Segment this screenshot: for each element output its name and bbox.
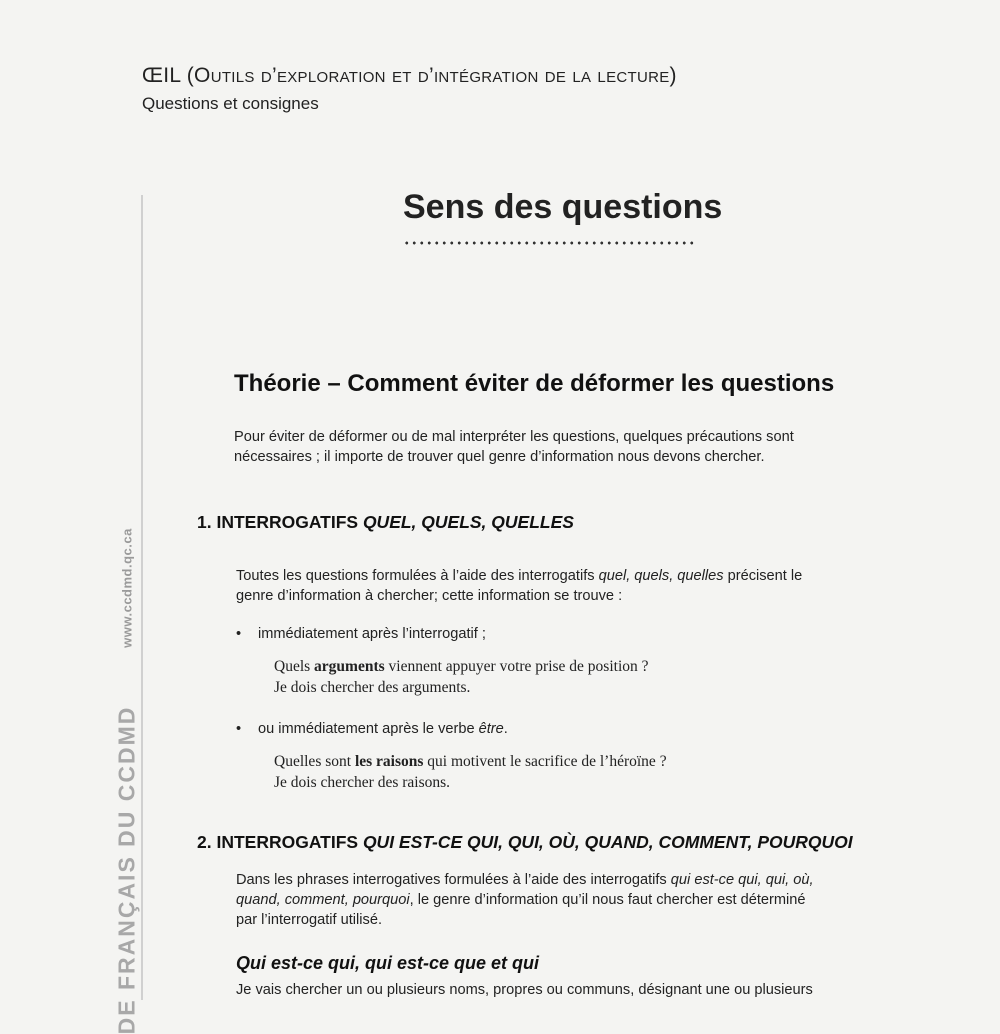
margin-rule [141,195,143,1000]
section2-paragraph [236,870,908,930]
example-line [274,751,667,772]
section2-heading-italic: QUI EST-CE QUI, QUI, OÙ, QUAND, COMMENT, POURQUOI [362,832,853,852]
intro-paragraph [234,427,906,467]
text-span: précisent le [723,568,803,584]
section1-line [236,566,906,586]
bullet-dot: • [236,626,242,642]
text-span-italic: quand, comment, pourquoi [236,892,410,908]
example-line [274,656,649,677]
section2-line [236,890,908,910]
section1-line: genre d’information à chercher; cette information se trouve : [236,588,623,604]
bullet-item [236,721,508,737]
text-span: Toutes les questions formulées à l’aide des interrogatifs [236,568,599,584]
section1-heading-italic: QUEL, QUELS, QUELLES [362,512,574,532]
intro-line: Pour éviter de déformer ou de mal interpréter les questions, quelques précautions sont [234,429,794,445]
page-title: Sens des questions [403,188,723,226]
text-span: Quels [274,658,315,675]
title-dotted-underline [403,241,697,245]
header-title: ŒIL (Outils d’exploration et d’intégration de la lecture) [142,64,677,87]
bullet-item [236,626,486,642]
section2-heading [197,832,853,853]
intro-line: nécessaires ; il importe de trouver quel genre d’information nous devons chercher. [234,449,765,465]
section2-line [236,870,908,890]
section2-line: par l’interrogatif utilisé. [236,912,383,928]
bullet-text: ou immédiatement après le verbe [258,721,479,737]
bullet-dot: • [236,721,242,737]
text-span-italic: qui est-ce qui, qui, où, [670,872,814,888]
bullet-text: immédiatement après l’interrogatif ; [258,626,486,642]
text-span: qui motivent le sacrifice de l’héroïne ? [423,753,667,770]
text-span: viennent appuyer votre prise de position ? [384,658,649,675]
example-block [274,656,649,698]
section1-heading [197,512,574,533]
section2-heading-prefix: 2. INTERROGATIFS [197,832,363,852]
theory-heading: Théorie – Comment éviter de déformer les questions [234,370,835,397]
section1-heading-prefix: 1. INTERROGATIFS [197,512,363,532]
text-span: Quelles sont [274,753,355,770]
side-brand-text: DE FRANÇAIS DU CCDMD [113,705,140,1034]
text-span: Dans les phrases interrogatives formulées à l’aide des interrogatifs [236,872,671,888]
side-url-link[interactable]: www.ccdmd.qc.ca [119,528,135,648]
example-block [274,751,667,793]
subsection-text: Je vais chercher un ou plusieurs noms, propres ou communs, désignant une ou plusieurs [236,982,813,998]
section1-paragraph [236,566,906,606]
bullet-text-italic: être [478,721,504,737]
subsection-heading: Qui est-ce qui, qui est-ce que et qui [236,953,540,973]
bullet-text: . [503,721,508,737]
text-span-italic: quel, quels, quelles [598,568,724,584]
header-subtitle: Questions et consignes [142,94,319,113]
text-span-bold: arguments [314,658,385,675]
example-line: Je dois chercher des raisons. [274,774,451,791]
example-line: Je dois chercher des arguments. [274,679,471,696]
text-span-bold: les raisons [354,753,424,770]
text-span: , le genre d’information qu’il nous faut chercher est déterminé [409,892,806,908]
